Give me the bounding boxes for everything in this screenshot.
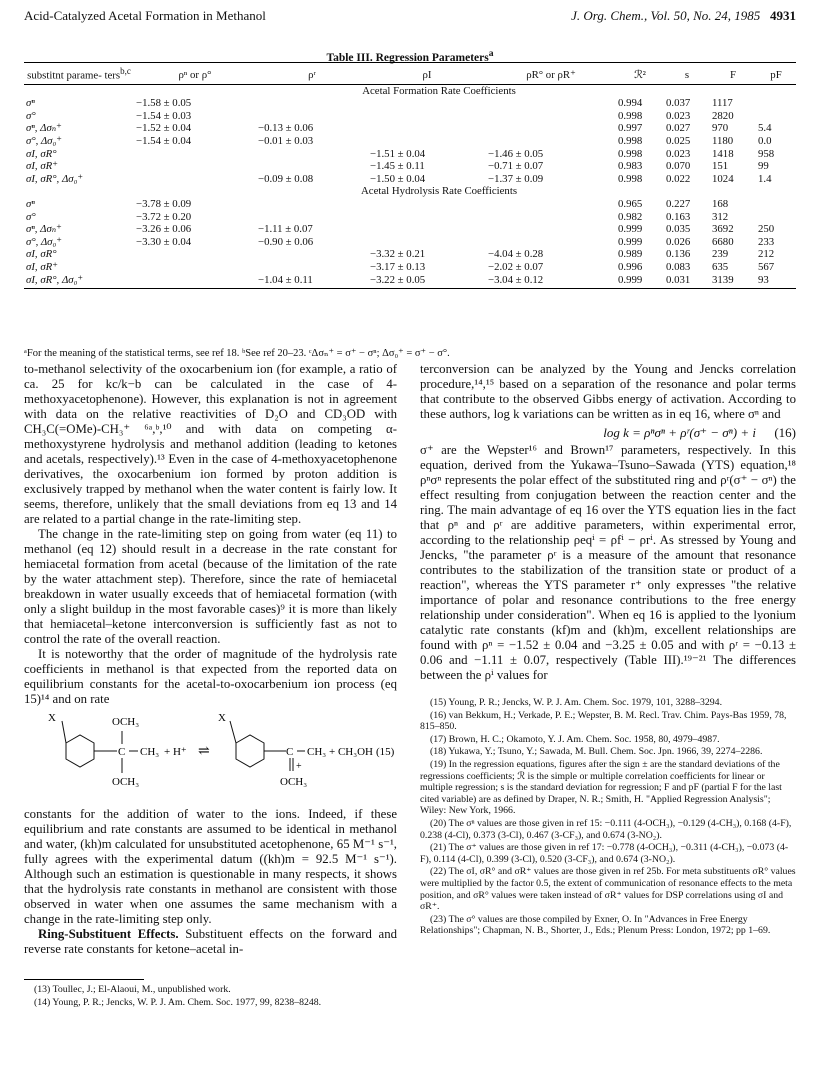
reference-entry: (23) The σ° values are those compiled by Exner, O. In "Advances in Free Energy Relationships"; Chapman, N. B., Shorter, J., Eds.; Plenum Press: London, 1972; pp 1–69. (420, 913, 771, 937)
table-cell: −3.04 ± 0.12 (488, 273, 544, 286)
methyl-label: CH₃ (307, 746, 327, 758)
table-cell: 0.999 (618, 273, 643, 286)
scheme-drawing (24, 711, 397, 803)
table-cell: 0.227 (666, 197, 691, 210)
table-cell: 0.023 (666, 147, 691, 160)
table-cell: −1.58 ± 0.05 (136, 97, 192, 110)
journal-citation: J. Org. Chem., Vol. 50, No. 24, 1985 4931 (571, 8, 796, 23)
table-cell: 0.999 (618, 223, 643, 236)
table-cell: −0.13 ± 0.06 (258, 122, 314, 135)
column-header: substitnt parame- ters$^{b,c}$ (27, 66, 131, 82)
table-cell (256, 198, 368, 211)
substituent-parameter-cell: σⁿ (26, 197, 35, 210)
table-cell: 1.4 (758, 172, 772, 185)
table-cell (486, 223, 616, 236)
table-cell: −3.32 ± 0.21 (370, 248, 426, 261)
table-cell: 0.025 (666, 134, 691, 147)
table-section-title: Acetal Hydrolysis Rate Coefficients (361, 185, 518, 198)
paragraph: constants for the addition of water to the ions. Indeed, if these equilibrium and rate constants are assumed to be identical in methanol and water, (kh)m calculated for unsubstituted acetophenone, 65 M⁻¹ s⁻¹, fully agrees with the experimental datum ((kh)m = 92.5 M⁻¹ s⁻¹). Although such an estimation is questionable in many respects, it shows that the hydrolysis rate constants in methanol are consistent with those observed in water when one assumes the same mechanism with a change in the rate-limiting step only. (24, 807, 397, 926)
table-cell: −2.02 ± 0.07 (488, 260, 544, 273)
table-cell: 93 (758, 273, 769, 286)
reference-entry: (13) Toullec, J.; El-Alaoui, M., unpublished work. (34, 984, 231, 995)
methyl-label: CH₃ (140, 746, 160, 758)
reference-entry: (16) van Bekkum, H.; Verkade, P. E.; Wepster, B. M. Recl. Trav. Chim. Pays-Bas 1959, 78, 815–850. (420, 709, 787, 733)
table-cell: 970 (712, 122, 729, 135)
column-header: ℛ² (634, 69, 646, 81)
reference-entry: (21) The σ⁺ values are those given in ref 17: −0.778 (4-OCH₃), −0.311 (4-CH₃), −0.073 (4-F), 0.114 (4-Cl), 0.399 (3-Cl), 0.520 (3-CF₃), and 0.674 (3-NO₂). (420, 842, 789, 865)
table-cell: 168 (712, 197, 729, 210)
benzene-ring-1 (62, 721, 138, 773)
substituent-parameter-cell: σ°, Δσ₀⁺ (26, 235, 62, 248)
table-section-title: Acetal Formation Rate Coefficients (362, 84, 516, 97)
table-bottom-rule (24, 288, 796, 289)
table-cell (368, 97, 486, 110)
x-substituent-label: X (48, 712, 56, 724)
table-cell: 0.997 (618, 122, 643, 135)
substituent-parameter-cell: σ° (26, 210, 36, 223)
table-caption: Table III. Regression Parameters$^a$ (326, 48, 494, 64)
table-cell (756, 110, 796, 123)
section-paragraph: Ring-Substituent Effects. Substituent effects on the forward and reverse rate constants for ketone–acetal in- (24, 927, 397, 956)
table-cell: −1.50 ± 0.04 (370, 172, 426, 185)
section-heading: Ring-Substituent Effects. (38, 927, 179, 941)
benzene-ring-2 (230, 721, 305, 771)
table-cell: 0.026 (666, 235, 691, 248)
table-cell: 0.023 (666, 109, 691, 122)
table-cell (368, 110, 486, 123)
table-cell: 0.0 (758, 134, 772, 147)
table-cell: −4.04 ± 0.28 (488, 248, 544, 261)
table-cell (256, 148, 368, 161)
table-row (24, 97, 796, 110)
x-substituent-label: X (218, 712, 226, 724)
column-header: ρI (422, 69, 432, 81)
table-cell: 1418 (712, 147, 734, 160)
table-cell: 1117 (712, 97, 733, 110)
table-cell: −0.09 ± 0.08 (258, 172, 314, 185)
table-cell (486, 110, 616, 123)
table-cell: 0.982 (618, 210, 643, 223)
table-cell: 233 (758, 235, 775, 248)
table-cell: 0.070 (666, 160, 691, 173)
table-cell (256, 211, 368, 224)
paragraph: It is noteworthy that the order of magnitude of the hydrolysis rate coefficients in methanol is that expected from the reported data on equilibrium constants for the acetal-to-oxocarbenium ion process (eq 15)¹⁴ and on rate (24, 647, 397, 706)
table-cell (256, 160, 368, 173)
substituent-parameter-cell: σI, σR°, Δσ₀⁺ (26, 273, 84, 286)
running-header (24, 8, 796, 26)
reference-entry: (17) Brown, H. C.; Okamoto, Y. J. Am. Chem. Soc. 1958, 80, 4979–4987. (430, 733, 720, 745)
table-cell: 635 (712, 260, 729, 273)
table-cell (368, 135, 486, 148)
column-header: F (729, 69, 736, 81)
methanol-label: + CH₃OH (329, 746, 373, 758)
table-cell: 250 (758, 223, 775, 236)
table-cell: 0.989 (618, 248, 643, 261)
table-cell: 0.999 (618, 235, 643, 248)
table-cell: 99 (758, 160, 769, 173)
table-cell: 0.996 (618, 260, 643, 273)
cation-charge-label: + (296, 761, 302, 772)
table-cell (368, 198, 486, 211)
table-row (24, 148, 796, 161)
table-cell: 0.998 (618, 109, 643, 122)
equation-number: (15) (376, 746, 395, 758)
table-cell: −0.90 ± 0.06 (258, 235, 314, 248)
page-number: 4931 (770, 8, 796, 23)
table-cell: 0.037 (666, 97, 691, 110)
table-cell: −0.71 ± 0.07 (488, 160, 544, 173)
table-cell: −3.17 ± 0.13 (370, 260, 426, 273)
reference-entry: (15) Young, P. R.; Jencks, W. P. J. Am. Chem. Soc. 1979, 101, 3288–3294. (430, 697, 723, 708)
column-header: ρR° or ρR⁺ (526, 69, 576, 81)
table-row (24, 122, 796, 135)
table-cell (134, 148, 256, 161)
table-cell: 0.994 (618, 97, 643, 110)
table-cell: −1.45 ± 0.11 (370, 160, 425, 173)
table-cell (486, 135, 616, 148)
table-cell: 0.031 (666, 273, 691, 286)
regression-table (24, 62, 796, 289)
table-cell: 312 (712, 210, 729, 223)
methoxy-label: OCH₃ (280, 776, 308, 788)
reference-list (24, 984, 397, 1008)
table-cell: 151 (712, 160, 729, 173)
table-row (24, 160, 796, 173)
table-row (24, 248, 796, 261)
table-row (24, 223, 796, 236)
table-cell: −3.30 ± 0.04 (136, 235, 192, 248)
table-cell (256, 97, 368, 110)
table-cell: −1.54 ± 0.04 (136, 134, 192, 147)
substituent-parameter-cell: σ° (26, 109, 36, 122)
table-cell (134, 261, 256, 274)
table-cell (486, 122, 616, 135)
table-cell (368, 223, 486, 236)
table-cell: 1180 (712, 134, 734, 147)
substituent-parameter-cell: σI, σR°, Δσ₀⁺ (26, 172, 84, 185)
equation-15-scheme (24, 711, 397, 803)
reference-entry: (18) Yukawa, Y.; Tsuno, Y.; Sawada, M. Bull. Chem. Soc. Jpn. 1966, 39, 2274–2286. (430, 746, 763, 758)
table-cell: −1.51 ± 0.04 (370, 147, 426, 160)
carbon-label: C (118, 746, 126, 758)
table-cell (486, 198, 616, 211)
methoxy-label: OCH₃ (112, 776, 140, 788)
table-header-row (24, 63, 796, 84)
table-cell: −3.78 ± 0.09 (136, 197, 192, 210)
substituent-parameter-cell: σI, σR⁺ (26, 260, 58, 273)
carbon-label: C (286, 746, 294, 758)
table-cell: −1.04 ± 0.11 (258, 273, 313, 286)
equation-16: log k = ρⁿσⁿ + ρʳ(σ⁺ − σⁿ) + i (16) (603, 425, 796, 440)
table-cell (756, 97, 796, 110)
table-cell (134, 173, 256, 186)
column-header: ρⁿ or ρ° (178, 69, 212, 81)
table-row (24, 211, 796, 224)
substituent-parameter-cell: σⁿ, Δσₙ⁺ (26, 223, 62, 236)
reference-entry: (14) Young, P. R.; Jencks, W. P. J. Am. Chem. Soc. 1977, 99, 8238–8248. (34, 996, 322, 1008)
table-cell (256, 261, 368, 274)
substituent-parameter-cell: σI, σR° (26, 248, 57, 261)
table-cell: −3.26 ± 0.06 (136, 223, 192, 236)
paragraph: σ⁺ are the Wepster¹⁶ and Brown¹⁷ parameters, respectively. In this equation, derived from the Yukawa–Tsuno–Sawada (YTS) equation,¹⁸ ρⁿσⁿ represents the polar effect of the substituted ring and ρʳ(σ⁺ − σⁿ) the effect resulting from conjugation between the reaction center and the ring. The main advantage of eq 16 over the YTS equation lies in the fact that ρⁿ and ρʳ are additive parameters, within experimental error, according to the relationship ρeqⁱ = ρfⁱ − ρrⁱ. As stressed by Young and Jencks, "the parameter ρʳ is a measure of the amount that resonance contributes to the stabilization of the transition state or product of a reaction", whereas the YTS parameter r⁺ only expresses "the relative importance of polar and resonance contributions to the free energy relationship under consideration". When eq 16 is applied to the lyonium catalytic rate constants (kf)m and (kh)m, excellent relationships are found with ρⁿ = −1.52 ± 0.04 and −3.25 ± 0.05 and with ρʳ = −0.13 ± 0.06 and −1.11 ± 0.07, respectively (Table III).¹⁹⁻²¹ The differences between the ρⁱ values for (420, 443, 796, 682)
table-cell: 0.083 (666, 260, 691, 273)
table-row (24, 110, 796, 123)
reference-list (420, 697, 796, 937)
table-cell (486, 211, 616, 224)
table-cell (756, 198, 796, 211)
running-title: Acid-Catalyzed Acetal Formation in Methanol (24, 8, 266, 23)
substituent-parameter-cell: σI, σR° (26, 147, 57, 160)
left-column (24, 362, 397, 1009)
paragraph: terconversion can be analyzed by the Young and Jencks correlation procedure,¹⁴,¹⁵ based on a separation of the resonance and polar terms that contribute to the observed Gibbs energy of activation. According to these authors, log k variations can be written as in eq 16, where σⁿ and (420, 362, 796, 421)
table-cell (256, 248, 368, 261)
table-cell: −1.11 ± 0.07 (258, 223, 313, 236)
substituent-parameter-cell: σⁿ, Δσₙ⁺ (26, 122, 62, 135)
table-cell: −3.22 ± 0.05 (370, 273, 426, 286)
table-cell: 1024 (712, 172, 734, 185)
table-row (24, 274, 796, 287)
table-cell: 239 (712, 248, 729, 261)
paragraph: to-methanol selectivity of the oxocarbenium ion (for example, a ratio of ca. 25 for kc/k−b can be calculated in the case of 4-methoxyacetophenone). However, this explanation is not in agreement with data on the relative reactivities of D₂O and CD₃OD with CH₃C(=OMe)-CH₃⁺ ⁶ᵃ,ᵇ,¹⁰ and with data on competing α-methoxystyrene hydrolysis and methanol addition (leading to ketones and acetals, respectively).¹³ Even in the case of 4-methoxyacetophenone derivatives, the oxocarbenium ion formed by proton addition is exclusively trapped by methanol when the water content is fairly low. It seems, therefore, unlikely that the small deviations from eq 13 and 14 are related to a partial change in the rate-limiting step. (24, 362, 397, 526)
reference-entry: (19) In the regression equations, figures after the sign ± are the standard deviations of the regressions coefficients; ℛ is the simple or multiple correlation coefficients for linear or multiple regression; s is the standard deviation for regression; F and pF (partial F for the last cited variable) are as defined by Draper, N. R.; Smith, H. "Applied Regression Analysis"; Wiley: New York, 1966. (420, 758, 782, 817)
column-header: pF (770, 69, 782, 81)
table-cell (368, 122, 486, 135)
footnote-rule (24, 979, 144, 980)
equation-number: (16) (774, 425, 796, 440)
table-cell: 0.027 (666, 122, 691, 135)
methoxy-label: OCH₃ (112, 716, 140, 728)
paragraph: The change in the rate-limiting step on going from water (eq 11) to methanol (eq 12) should result in a decrease in the rate constant for hemiacetal formation from acetal (because of the limitation of the rate by the water attachment step). Therefore, since the rate of hemiacetal breakdown in water usually exceeds that of hemiacetal formation (with only a slight buildup in the most favorable cases)⁹ it is more than likely that hemiacetal–ketone interconversion is sufficiently fast as not to control the rate of the overall reaction. (24, 527, 397, 646)
table-row (24, 261, 796, 274)
table-cell (756, 211, 796, 224)
table-cell: 0.136 (666, 248, 691, 261)
table-row (24, 173, 796, 186)
table-cell: −1.37 ± 0.09 (488, 172, 544, 185)
table-cell: 0.022 (666, 172, 691, 185)
table-cell: 0.163 (666, 210, 691, 223)
table-footnote: ᵃFor the meaning of the statistical terms, see ref 18. ᵇSee ref 20–23. ᶜΔσₙ⁺ = σ⁺ − σⁿ; Δσ₀⁺ = σ⁺ − σ°. (24, 348, 450, 359)
table-cell: −1.46 ± 0.05 (488, 147, 544, 160)
table-cell (486, 97, 616, 110)
column-header: s (684, 69, 690, 81)
table-cell: 6680 (712, 235, 734, 248)
table-cell: 0.998 (618, 172, 643, 185)
table-cell: −1.54 ± 0.03 (136, 109, 192, 122)
equilibrium-arrow-icon: ⇌ (198, 744, 210, 759)
reference-entry: (22) The σI, σR° and σR⁺ values are those given in ref 25b. For meta substituents σR° values were multiplied by the factor 0.5, the extent of communication of resonance effects to the meta position, and σR° values were taken instead of σR⁺ values for DSP correlations using σI and σR⁺. (420, 866, 796, 913)
table-cell (486, 236, 616, 249)
table-cell (134, 160, 256, 173)
table-cell: 567 (758, 260, 775, 273)
substituent-parameter-cell: σI, σR⁺ (26, 160, 58, 173)
right-column (420, 362, 796, 938)
reference-entry: (20) The σⁿ values are those given in ref 15: −0.111 (4-OCH₃), −0.129 (4-CH₃), 0.168 (4-F), 0.238 (4-Cl), 0.373 (3-Cl), 0.467 (3-CF₃), and 0.674 (3-NO₂). (420, 817, 792, 841)
table-cell: 3692 (712, 223, 734, 236)
table-row (24, 135, 796, 148)
table-row (24, 198, 796, 211)
table-cell (134, 274, 256, 287)
substituent-parameter-cell: σⁿ (26, 97, 35, 110)
column-header: ρʳ (308, 69, 316, 81)
table-section-row (24, 85, 796, 98)
table-cell: 3139 (712, 273, 734, 286)
table-cell: 0.998 (618, 134, 643, 147)
table-cell: 212 (758, 248, 775, 261)
table-cell: 2820 (712, 109, 734, 122)
table-cell: −3.72 ± 0.20 (136, 210, 192, 223)
table-cell: 0.998 (618, 147, 643, 160)
table-row (24, 236, 796, 249)
table-cell (256, 110, 368, 123)
table-cell: 0.983 (618, 160, 643, 173)
table-section-row (24, 185, 796, 198)
table-cell: 0.035 (666, 223, 691, 236)
table-cell: −0.01 ± 0.03 (258, 134, 314, 147)
table-cell (368, 211, 486, 224)
table-cell: 958 (758, 147, 775, 160)
table-cell: 0.965 (618, 197, 643, 210)
table-cell: −1.52 ± 0.04 (136, 122, 192, 135)
table-cell (368, 236, 486, 249)
table-cell: 5.4 (758, 122, 772, 135)
table-cell (134, 248, 256, 261)
substituent-parameter-cell: σ°, Δσ₀⁺ (26, 134, 62, 147)
proton-label: + H⁺ (164, 746, 187, 758)
